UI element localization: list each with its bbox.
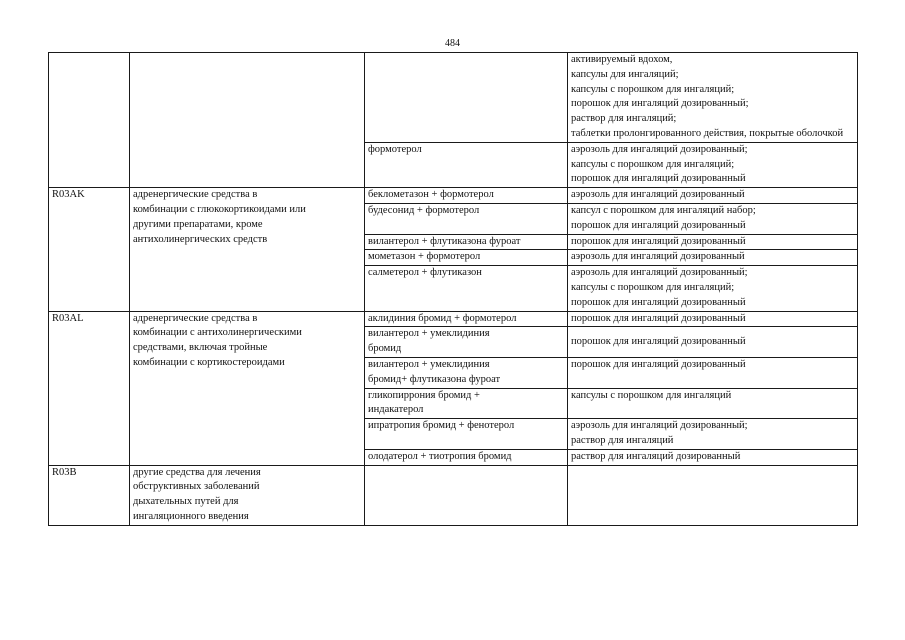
dosage-form-cell	[568, 311, 858, 327]
dosage-form-line: таблетки пролонгированного действия, покрытые оболочкой	[571, 127, 844, 139]
drug-name-cell	[365, 327, 568, 358]
drug-name-cell	[365, 142, 568, 187]
drug-name-cell	[365, 266, 568, 311]
drug-name-cell	[365, 203, 568, 234]
table-row	[49, 188, 858, 204]
drug-name-line: салметерол + флутиказон	[368, 267, 482, 279]
dosage-form-line: аэрозоль для ингаляций дозированный;	[571, 267, 748, 279]
dosage-form-line: аэрозоль для ингаляций дозированный;	[571, 143, 748, 155]
dosage-form-line: порошок для ингаляций дозированный	[571, 335, 746, 347]
drug-name-line: ипратропия бромид + фенотерол	[368, 420, 515, 432]
dosage-form-line: капсулы с порошком для ингаляций;	[571, 158, 735, 170]
dosage-form-line: раствор для ингаляций	[571, 434, 674, 446]
group-name-cell	[130, 465, 365, 525]
drug-name-line: олодатерол + тиотропия бромид	[368, 450, 512, 462]
dosage-form-line: аэрозоль для ингаляций дозированный	[571, 251, 745, 263]
group-name-line: средствами, включая тройные	[133, 342, 268, 354]
group-name-line: обструктивных заболеваний	[133, 481, 260, 493]
dosage-form-line: капсул с порошком для ингаляций набор;	[571, 204, 756, 216]
drug-name-line: бромид+ флутиказона фуроат	[368, 373, 501, 385]
dosage-form-cell	[568, 465, 858, 525]
group-name-line: комбинации с антихолинергическими	[133, 327, 302, 339]
page-number: 484	[445, 38, 460, 49]
drug-table	[48, 52, 858, 526]
drug-name-cell	[365, 419, 568, 450]
table-row	[49, 465, 858, 525]
dosage-form-line: порошок для ингаляций дозированный	[571, 235, 746, 247]
group-name-line: другие средства для лечения	[133, 466, 261, 478]
group-name-line: комбинации с глюкокортикоидами или	[133, 203, 306, 215]
group-name-line: адренергические средства в	[133, 312, 258, 324]
dosage-form-cell	[568, 266, 858, 311]
drug-name-line: беклометазон + формотерол	[368, 189, 494, 201]
dosage-form-line: капсулы с порошком для ингаляций;	[571, 281, 735, 293]
dosage-form-line: капсулы для ингаляций;	[571, 68, 679, 80]
atc-code-cell: R03AL	[49, 311, 130, 465]
drug-name-line: вилантерол + умеклидиния	[368, 328, 490, 340]
drug-name-line: вилантерол + умеклидиния	[368, 358, 490, 370]
drug-name-line: аклидиния бромид + формотерол	[368, 312, 517, 324]
drug-name-cell	[365, 53, 568, 143]
atc-code-cell: R03B	[49, 465, 130, 525]
atc-code-cell: R03AK	[49, 188, 130, 311]
group-name-line: другими препаратами, кроме	[133, 218, 263, 230]
drug-name-cell	[365, 449, 568, 465]
dosage-form-cell	[568, 234, 858, 250]
dosage-form-cell	[568, 357, 858, 388]
drug-name-line: гликопиррония бромид +	[368, 389, 480, 401]
dosage-form-cell	[568, 388, 858, 419]
drug-name-line: будесонид + формотерол	[368, 204, 480, 216]
dosage-form-cell	[568, 203, 858, 234]
drug-name-line: индакатерол	[368, 404, 424, 416]
drug-name-cell	[365, 388, 568, 419]
group-name-line: адренергические средства в	[133, 189, 258, 201]
group-name-cell	[130, 188, 365, 311]
dosage-form-line: капсулы с порошком для ингаляций;	[571, 83, 735, 95]
drug-name-cell	[365, 188, 568, 204]
dosage-form-line: капсулы с порошком для ингаляций	[571, 389, 732, 401]
group-name-line: ингаляционного введения	[133, 510, 249, 522]
dosage-form-line: порошок для ингаляций дозированный	[571, 173, 746, 185]
dosage-form-cell	[568, 419, 858, 450]
dosage-form-cell	[568, 188, 858, 204]
drug-name-cell	[365, 311, 568, 327]
dosage-form-line: аэрозоль для ингаляций дозированный	[571, 189, 745, 201]
table-row	[49, 53, 858, 143]
group-name-line: антихолинергических средств	[133, 233, 268, 245]
dosage-form-line: раствор для ингаляций дозированный	[571, 450, 741, 462]
dosage-form-cell	[568, 142, 858, 187]
group-name-line: дыхательных путей для	[133, 496, 239, 508]
group-name-cell	[130, 53, 365, 188]
dosage-form-line: порошок для ингаляций дозированный	[571, 296, 746, 308]
drug-name-line: бромид	[368, 343, 402, 355]
dosage-form-line: аэрозоль для ингаляций дозированный;	[571, 420, 748, 432]
drug-name-cell	[365, 357, 568, 388]
dosage-form-line: активируемый вдохом,	[571, 54, 673, 65]
table-body	[49, 53, 858, 526]
dosage-form-line: порошок для ингаляций дозированный	[571, 358, 746, 370]
group-name-cell	[130, 311, 365, 465]
drug-name-cell	[365, 250, 568, 266]
group-name-line: комбинации с кортикостероидами	[133, 356, 285, 368]
drug-name-line: мометазон + формотерол	[368, 251, 481, 263]
dosage-form-cell	[568, 449, 858, 465]
dosage-form-line: порошок для ингаляций дозированный	[571, 219, 746, 231]
drug-name-cell	[365, 465, 568, 525]
drug-name-cell	[365, 234, 568, 250]
table-row	[49, 311, 858, 327]
dosage-form-line: порошок для ингаляций дозированный;	[571, 98, 749, 110]
drug-name-line: вилантерол + флутиказона фуроат	[368, 235, 521, 247]
drug-name-line: формотерол	[368, 143, 422, 155]
dosage-form-cell	[568, 53, 858, 143]
atc-code-cell	[49, 53, 130, 188]
dosage-form-line: раствор для ингаляций;	[571, 113, 677, 125]
dosage-form-cell	[568, 327, 858, 358]
dosage-form-line: порошок для ингаляций дозированный	[571, 312, 746, 324]
dosage-form-cell	[568, 250, 858, 266]
